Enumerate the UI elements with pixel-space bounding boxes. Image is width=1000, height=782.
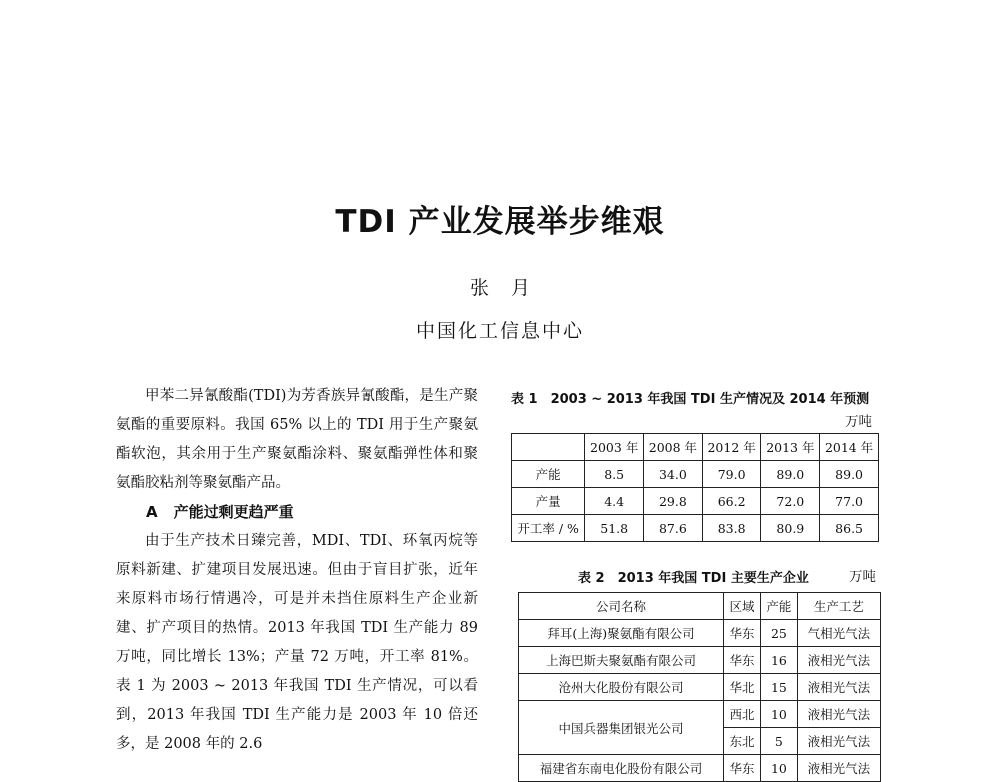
table-cell: 66.2 xyxy=(702,488,761,515)
table-header-row xyxy=(512,434,879,461)
table-row xyxy=(519,620,881,647)
table-header-cell: 产能 xyxy=(760,593,797,620)
section-title: 产能过剩更趋严重 xyxy=(173,503,294,521)
table-header-cell: 2008 年 xyxy=(644,434,703,461)
company-cell: 上海巴斯夫聚氨酯有限公司 xyxy=(519,647,724,674)
table1-caption: 表 1 2003 ~ 2013 年我国 TDI 生产情况及 2014 年预测 xyxy=(511,392,870,407)
table1 xyxy=(511,433,879,542)
region-cell: 华东 xyxy=(724,755,761,782)
region-cell: 东北 xyxy=(724,728,761,755)
table-cell: 77.0 xyxy=(820,488,879,515)
table-cell: 29.8 xyxy=(644,488,703,515)
table-row xyxy=(519,701,881,728)
capacity-cell: 10 xyxy=(760,755,797,782)
section-heading xyxy=(116,498,478,527)
process-cell: 液相光气法 xyxy=(797,755,880,782)
table-cell: 51.8 xyxy=(585,515,644,542)
capacity-cell: 25 xyxy=(760,620,797,647)
process-cell: 气相光气法 xyxy=(797,620,880,647)
process-cell: 液相光气法 xyxy=(797,728,880,755)
table-row xyxy=(512,515,879,542)
table-header-cell: 区域 xyxy=(724,593,761,620)
author-affiliation: 中国化工信息中心 xyxy=(415,320,584,342)
table2-caption: 表 2 2013 年我国 TDI 主要生产企业 xyxy=(578,571,809,586)
region-cell: 华东 xyxy=(724,647,761,674)
table-header-cell: 生产工艺 xyxy=(797,593,880,620)
row-label: 开工率 / % xyxy=(512,515,585,542)
table-row xyxy=(519,674,881,701)
company-cell: 拜耳(上海)聚氨酯有限公司 xyxy=(519,620,724,647)
region-cell: 华东 xyxy=(724,620,761,647)
table-header-cell: 2012 年 xyxy=(702,434,761,461)
table-header-row xyxy=(519,593,881,620)
table-cell: 80.9 xyxy=(761,515,820,542)
capacity-cell: 16 xyxy=(760,647,797,674)
table1-unit: 万吨 xyxy=(845,414,872,430)
table-header-cell: 2014 年 xyxy=(820,434,879,461)
process-cell: 液相光气法 xyxy=(797,674,880,701)
table-cell: 83.8 xyxy=(702,515,761,542)
section-paragraph: 由于生产技术日臻完善，MDI、TDI、环氧丙烷等原料新建、扩建项目发展迅速。但由于盲目扩张，近年来原料市场行情遇冷，可是并未挡住原料生产企业新建、扩产项目的热情。2013 年我国 TDI 生产能力 89 万吨，同比增长 13%；产量 72 万吨，开工率 81%。表 1 为 2003 ~ 2013 年我国 TDI 生产情况，可以看到，2013 年我国 TDI 生产能力是 2003 年 10 倍还多，是 2008 年的 2.6 xyxy=(116,533,478,752)
article-title: TDI 产业发展举步维艰 xyxy=(335,204,665,240)
table-row xyxy=(512,488,879,515)
table-cell: 79.0 xyxy=(702,461,761,488)
table-row xyxy=(512,461,879,488)
capacity-cell: 10 xyxy=(760,701,797,728)
intro-paragraph: 甲苯二异氰酸酯(TDI)为芳香族异氰酸酯，是生产聚氨酯的重要原料。我国 65% 以上的 TDI 用于生产聚氨酯软泡，其余用于生产聚氨酯涂料、聚氨酯弹性体和聚氨酯胶粘剂等聚氨酯产品。 xyxy=(116,388,478,491)
table-cell: 8.5 xyxy=(585,461,644,488)
section-letter: A xyxy=(146,503,158,521)
table-cell: 89.0 xyxy=(820,461,879,488)
table-header-cell: 2003 年 xyxy=(585,434,644,461)
region-cell: 华北 xyxy=(724,674,761,701)
table-cell: 34.0 xyxy=(644,461,703,488)
company-cell: 中国兵器集团银光公司 xyxy=(519,701,724,755)
table-header-cell xyxy=(512,434,585,461)
table-header-cell: 2013 年 xyxy=(761,434,820,461)
process-cell: 液相光气法 xyxy=(797,647,880,674)
company-cell: 沧州大化股份有限公司 xyxy=(519,674,724,701)
capacity-cell: 5 xyxy=(760,728,797,755)
table-cell: 86.5 xyxy=(820,515,879,542)
table2-unit: 万吨 xyxy=(849,569,876,585)
capacity-cell: 15 xyxy=(760,674,797,701)
row-label: 产量 xyxy=(512,488,585,515)
table-cell: 72.0 xyxy=(761,488,820,515)
region-cell: 西北 xyxy=(724,701,761,728)
table-row xyxy=(519,755,881,782)
table-row xyxy=(519,647,881,674)
table-cell: 87.6 xyxy=(644,515,703,542)
table-cell: 4.4 xyxy=(585,488,644,515)
table2 xyxy=(518,592,881,782)
table-header-cell: 公司名称 xyxy=(519,593,724,620)
article-author: 张月 xyxy=(469,277,552,299)
table-cell: 89.0 xyxy=(761,461,820,488)
process-cell: 液相光气法 xyxy=(797,701,880,728)
left-column xyxy=(116,382,478,759)
company-cell: 福建省东南电化股份有限公司 xyxy=(519,755,724,782)
row-label: 产能 xyxy=(512,461,585,488)
